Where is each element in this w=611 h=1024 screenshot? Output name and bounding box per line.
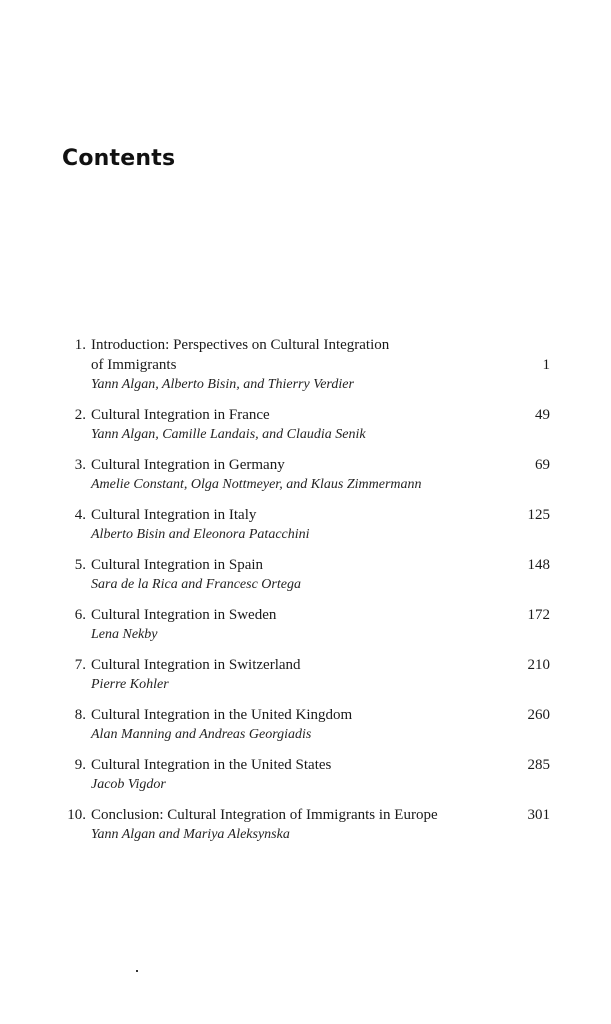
chapter-number: 4. xyxy=(74,507,86,523)
chapter-authors: Sara de la Rica and Francesc Ortega xyxy=(91,577,301,592)
chapter-title: Cultural Integration in France xyxy=(91,407,270,423)
chapter-number: 9. xyxy=(74,757,86,773)
chapter-title: Cultural Integration in Switzerland xyxy=(91,657,301,673)
page-title: Contents xyxy=(62,146,176,171)
chapter-number: 8. xyxy=(74,707,86,723)
chapter-authors: Alberto Bisin and Eleonora Patacchini xyxy=(91,527,310,542)
chapter-title: Cultural Integration in Sweden xyxy=(91,607,277,623)
page-number: 172 xyxy=(527,607,550,623)
chapter-authors: Jacob Vigdor xyxy=(91,777,166,792)
chapter-number: 3. xyxy=(74,457,86,473)
chapter-number: 2. xyxy=(74,407,86,423)
chapter-authors: Yann Algan and Mariya Aleksynska xyxy=(91,827,290,842)
chapter-authors: Yann Algan, Camille Landais, and Claudia Senik xyxy=(91,427,366,442)
page-number: 125 xyxy=(527,507,550,523)
stray-mark xyxy=(136,970,138,972)
chapter-authors: Pierre Kohler xyxy=(91,677,169,692)
chapter-title: Cultural Integration in Italy xyxy=(91,507,257,523)
toc-entry-5[interactable] xyxy=(56,555,556,595)
toc-entry-10[interactable] xyxy=(56,805,556,845)
chapter-number: 10. xyxy=(67,807,86,823)
page-number: 69 xyxy=(535,457,550,473)
toc-entry-2[interactable] xyxy=(56,405,556,445)
chapter-number: 6. xyxy=(74,607,86,623)
page-number: 148 xyxy=(527,557,550,573)
page-number: 285 xyxy=(527,757,550,773)
chapter-title: Cultural Integration in Germany xyxy=(91,457,285,473)
chapter-title-line2: of Immigrants xyxy=(91,357,177,373)
chapter-number: 1. xyxy=(74,337,86,353)
chapter-title: Cultural Integration in the United Kingdom xyxy=(91,707,353,723)
toc-entry-1[interactable] xyxy=(56,335,556,395)
toc-entry-9[interactable] xyxy=(56,755,556,795)
chapter-title: Cultural Integration in the United States xyxy=(91,757,332,773)
chapter-authors: Yann Algan, Alberto Bisin, and Thierry Verdier xyxy=(91,377,354,392)
toc-entry-7[interactable] xyxy=(56,655,556,695)
table-of-contents xyxy=(56,335,556,855)
chapter-number: 7. xyxy=(74,657,86,673)
page-number: 301 xyxy=(527,807,550,823)
chapter-title: Cultural Integration in Spain xyxy=(91,557,264,573)
page-number: 260 xyxy=(527,707,550,723)
toc-entry-3[interactable] xyxy=(56,455,556,495)
chapter-authors: Amelie Constant, Olga Nottmeyer, and Klaus Zimmermann xyxy=(91,477,422,492)
toc-entry-4[interactable] xyxy=(56,505,556,545)
chapter-authors: Alan Manning and Andreas Georgiadis xyxy=(91,727,312,742)
toc-entry-6[interactable] xyxy=(56,605,556,645)
page-number: 210 xyxy=(527,657,550,673)
chapter-title-line1: Introduction: Perspectives on Cultural Integration xyxy=(91,337,390,353)
chapter-authors: Lena Nekby xyxy=(91,627,158,642)
toc-entry-8[interactable] xyxy=(56,705,556,745)
page-number: 1 xyxy=(542,357,550,373)
chapter-number: 5. xyxy=(74,557,86,573)
page-number: 49 xyxy=(535,407,550,423)
chapter-title: Conclusion: Cultural Integration of Immigrants in Europe xyxy=(91,807,438,823)
